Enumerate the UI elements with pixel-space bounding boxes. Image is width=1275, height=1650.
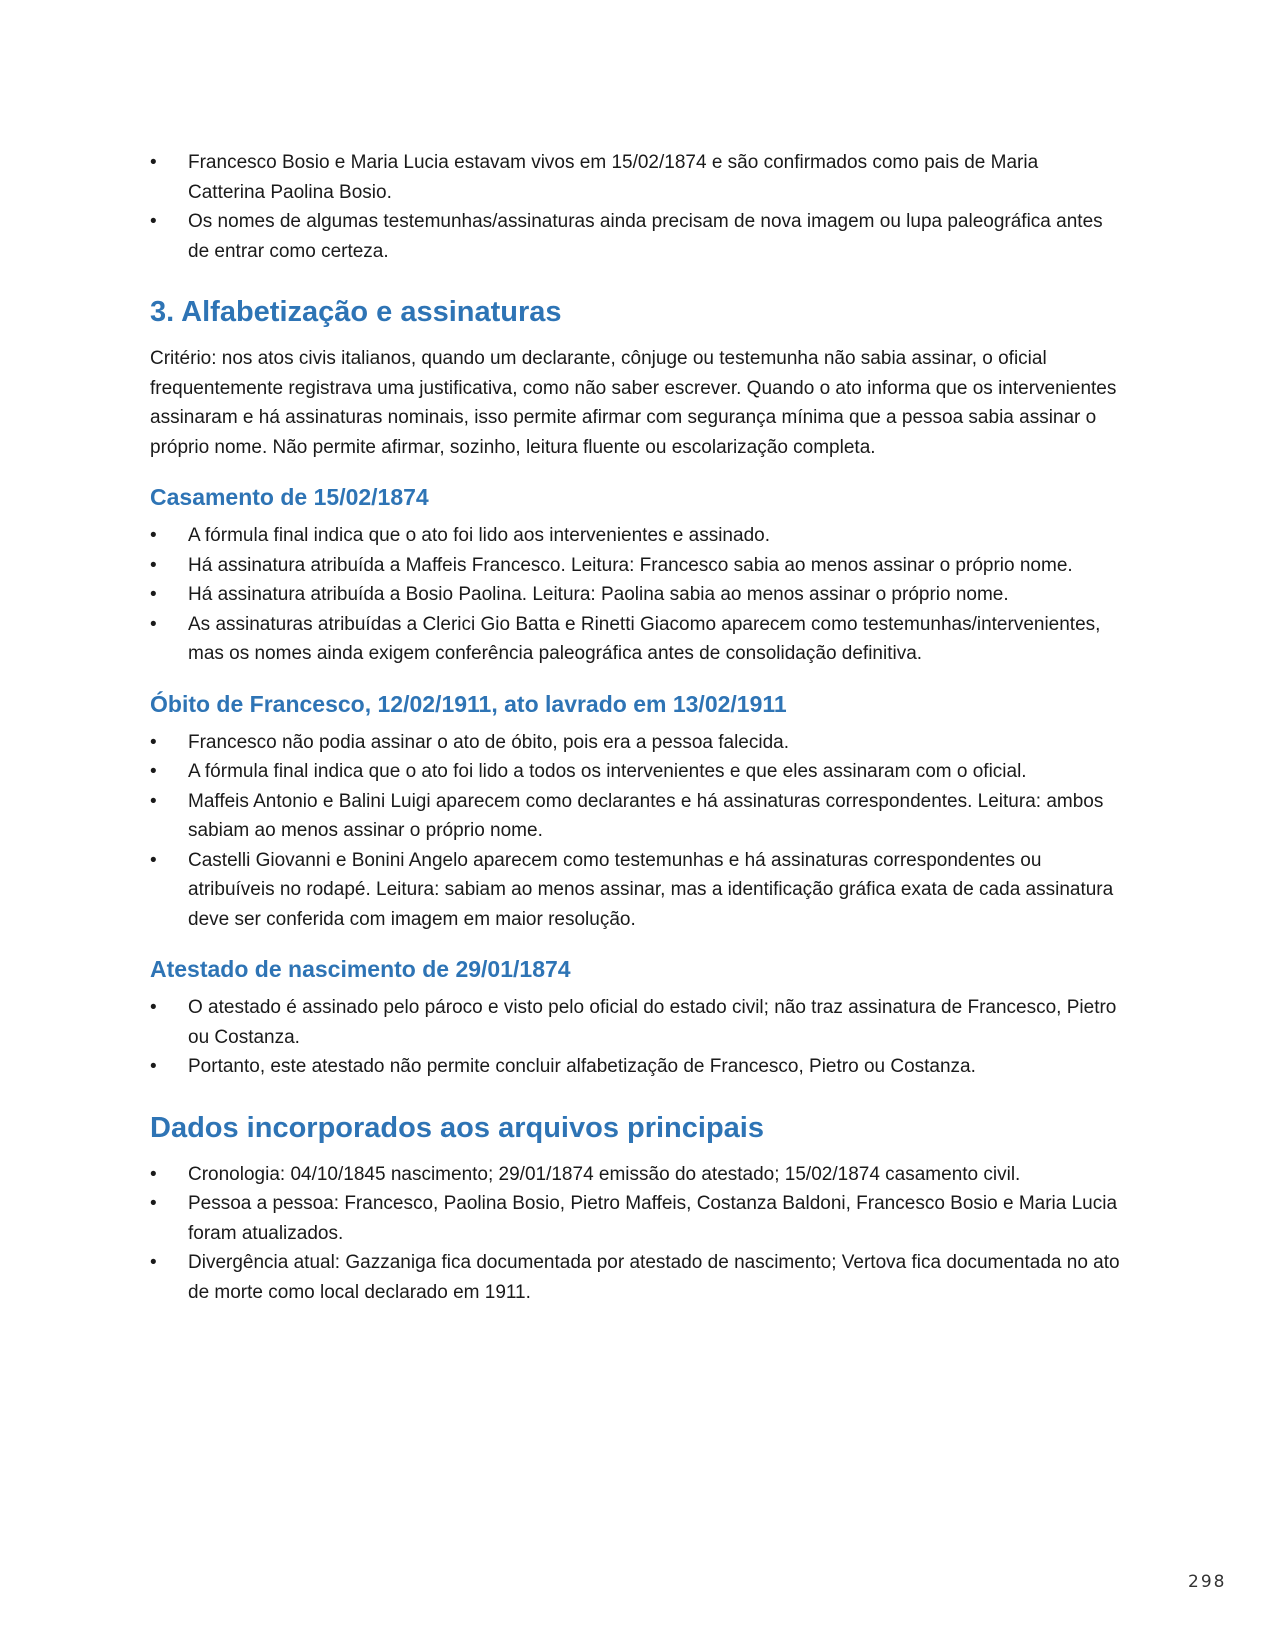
list-item: • Os nomes de algumas testemunhas/assinaturas ainda precisam de nova imagem ou lupa paleográfica antes de entrar como certeza. [150, 207, 1120, 266]
obito-bullet-list [150, 728, 1120, 935]
page-content [150, 148, 1120, 1307]
list-item: • Portanto, este atestado não permite concluir alfabetização de Francesco, Pietro ou Costanza. [150, 1052, 1120, 1082]
list-item: • As assinaturas atribuídas a Clerici Gio Batta e Rinetti Giacomo aparecem como testemunhas/intervenientes, mas os nomes ainda exigem conferência paleográfica antes de consolidação definitiva. [150, 610, 1120, 669]
casamento-bullet-list [150, 521, 1120, 669]
list-item: • Há assinatura atribuída a Maffeis Francesco. Leitura: Francesco sabia ao menos assinar o próprio nome. [150, 551, 1120, 581]
list-item: • O atestado é assinado pelo pároco e visto pelo oficial do estado civil; não traz assinatura de Francesco, Pietro ou Costanza. [150, 993, 1120, 1052]
dados-bullet-list [150, 1160, 1120, 1308]
intro-bullet-list [150, 148, 1120, 266]
list-item: • Castelli Giovanni e Bonini Angelo aparecem como testemunhas e há assinaturas correspondentes ou atribuíveis no rodapé. Leitura: sabiam ao menos assinar, mas a identificação gráfica exata de cada assinatura deve ser conferida com imagem em maior resolução. [150, 846, 1120, 935]
page-number: 298 [1188, 1572, 1227, 1592]
list-item: • Francesco não podia assinar o ato de óbito, pois era a pessoa falecida. [150, 728, 1120, 758]
list-item: • Cronologia: 04/10/1845 nascimento; 29/01/1874 emissão do atestado; 15/02/1874 casamento civil. [150, 1160, 1120, 1190]
subheading-atestado: Atestado de nascimento de 29/01/1874 [150, 956, 571, 982]
subheading-casamento: Casamento de 15/02/1874 [150, 484, 429, 510]
list-item: • Francesco Bosio e Maria Lucia estavam vivos em 15/02/1874 e são confirmados como pais de Maria Catterina Paolina Bosio. [150, 148, 1120, 207]
list-item: • Divergência atual: Gazzaniga fica documentada por atestado de nascimento; Vertova fica documentada no ato de morte como local declarado em 1911. [150, 1248, 1120, 1307]
section-heading-dados: Dados incorporados aos arquivos principais [150, 1111, 764, 1144]
criterio-paragraph: Critério: nos atos civis italianos, quando um declarante, cônjuge ou testemunha não sabia assinar, o oficial frequentemente registrava uma justificativa, como não saber escrever. Quando o ato informa que os intervenientes assinaram e há assinaturas nominais, isso permite afirmar com segurança mínima que a pessoa sabia assinar o próprio nome. Não permite afirmar, sozinho, leitura fluente ou escolarização completa. [150, 348, 1117, 458]
list-item: • Pessoa a pessoa: Francesco, Paolina Bosio, Pietro Maffeis, Costanza Baldoni, Francesco Bosio e Maria Lucia foram atualizados. [150, 1189, 1120, 1248]
list-item: • A fórmula final indica que o ato foi lido a todos os intervenientes e que eles assinaram com o oficial. [150, 757, 1120, 787]
section-heading-alfabetizacao: 3. Alfabetização e assinaturas [150, 296, 562, 328]
list-item: • Maffeis Antonio e Balini Luigi aparecem como declarantes e há assinaturas correspondentes. Leitura: ambos sabiam ao menos assinar o próprio nome. [150, 787, 1120, 846]
subheading-obito: Óbito de Francesco, 12/02/1911, ato lavrado em 13/02/1911 [150, 690, 787, 717]
atestado-bullet-list [150, 993, 1120, 1082]
list-item: • A fórmula final indica que o ato foi lido aos intervenientes e assinado. [150, 521, 1120, 551]
list-item: • Há assinatura atribuída a Bosio Paolina. Leitura: Paolina sabia ao menos assinar o próprio nome. [150, 580, 1120, 610]
